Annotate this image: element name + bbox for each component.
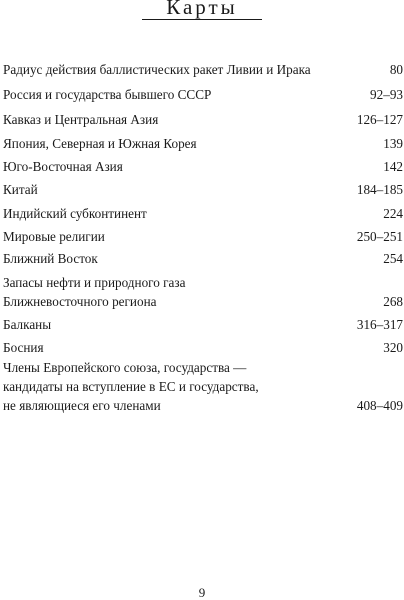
list-item — [3, 273, 403, 311]
entry-page: 254 — [383, 251, 403, 266]
list-item — [3, 249, 403, 268]
entry-label: Босния — [3, 340, 44, 355]
list-item — [3, 204, 403, 223]
list-item — [3, 134, 403, 153]
list-item — [3, 180, 403, 199]
entry-label: Япония, Северная и Южная Корея — [3, 136, 197, 151]
list-item — [3, 60, 403, 79]
page-number: 9 — [198, 585, 206, 600]
entry-label: Юго-Восточная Азия — [3, 159, 123, 174]
entry-label: Ближний Восток — [3, 251, 98, 266]
entry-label: Кавказ и Центральная Азия — [3, 112, 159, 127]
entry-page: 139 — [383, 136, 403, 151]
entry-page: 250–251 — [356, 229, 403, 244]
list-item — [3, 338, 403, 357]
entry-page: 320 — [383, 340, 403, 355]
entry-page: 142 — [383, 159, 403, 174]
entry-page: 408–409 — [356, 398, 403, 413]
entry-label: Радиус действия баллистических ракет Ливии и Ирака — [3, 62, 311, 77]
entry-label: Индийский субконтинент — [3, 206, 147, 221]
entry-page: 184–185 — [356, 182, 403, 197]
entry-label: Балканы — [3, 317, 52, 332]
entry-page: 316–317 — [356, 317, 403, 332]
list-item — [3, 227, 403, 246]
list-item — [3, 85, 403, 104]
entry-page: 224 — [383, 206, 403, 221]
entry-label: Россия и государства бывшего СССР — [3, 87, 212, 102]
entry-page: 268 — [383, 294, 403, 309]
entry-label: Члены Европейского союза, государства — кандидаты на вступление в ЕС и государства, не являющиеся его членами — [3, 360, 259, 413]
list-item — [3, 358, 403, 415]
entry-page: 80 — [389, 62, 403, 77]
entry-label: Мировые религии — [3, 229, 105, 244]
page-title: Карты — [166, 0, 238, 19]
list-item — [3, 157, 403, 176]
entry-label: Запасы нефти и природного газа Ближневосточного региона — [3, 275, 186, 309]
entry-page: 92–93 — [370, 87, 403, 102]
list-item — [3, 110, 403, 129]
entry-label: Китай — [3, 182, 38, 197]
list-item — [3, 315, 403, 334]
entry-page: 126–127 — [356, 112, 403, 127]
